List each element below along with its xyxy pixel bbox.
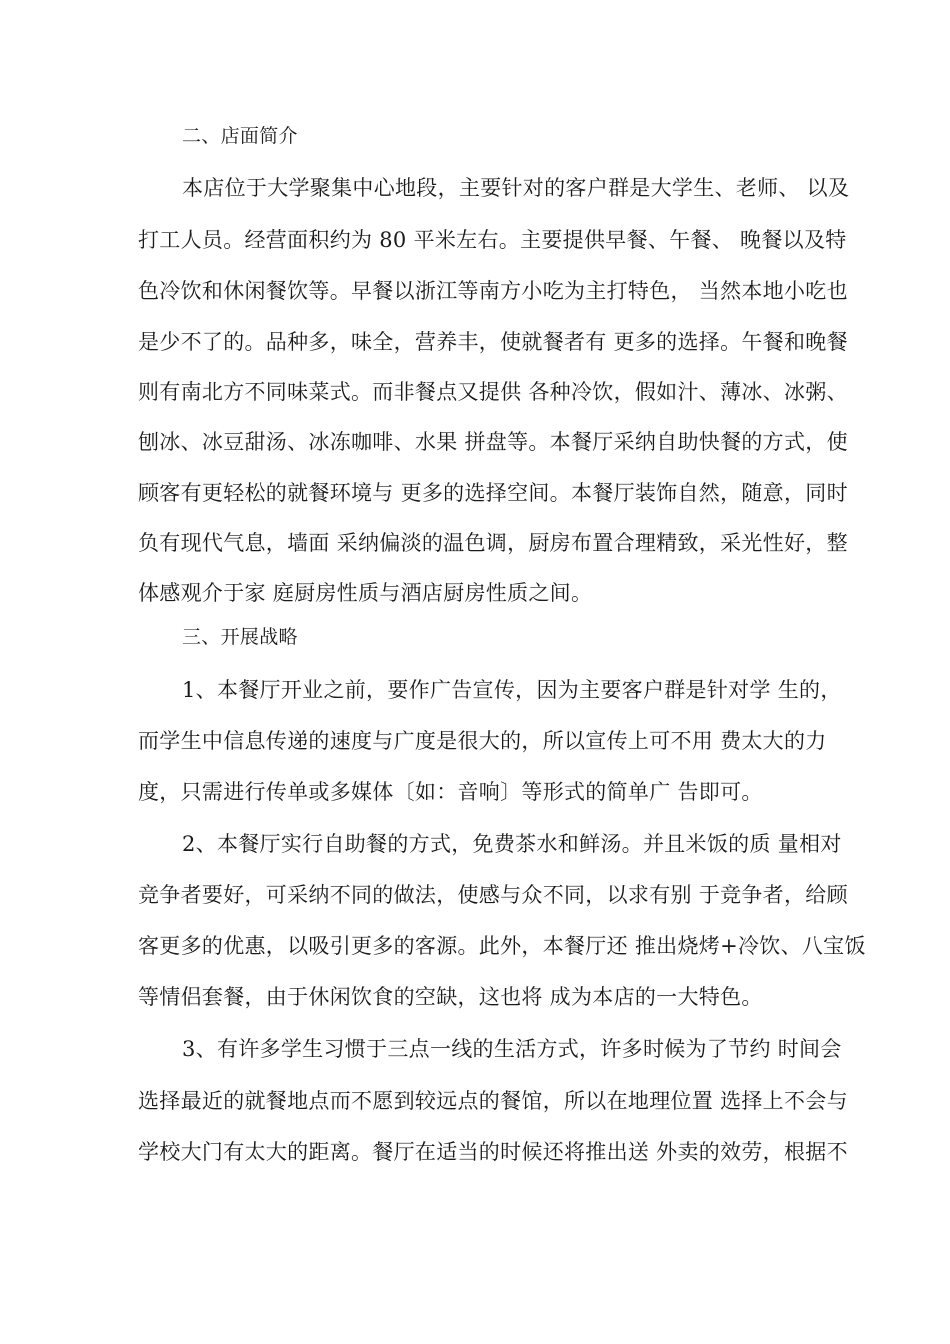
paragraph-line: 顾客有更轻松的就餐环境与 更多的选择空间。本餐厅装饰自然，随意，同时 — [138, 481, 848, 505]
section-heading-strategy: 三、开展战略 — [182, 626, 298, 648]
paragraph-line: 选择最近的就餐地点而不愿到较远点的餐馆，所以在地理位置 选择上不会与 — [138, 1089, 848, 1113]
paragraph-line: 本店位于大学聚集中心地段，主要针对的客户群是大学生、老师、 以及 — [182, 176, 850, 200]
paragraph-line: 3、有许多学生习惯于三点一线的生活方式，许多时候为了节约 时间会 — [182, 1037, 842, 1061]
paragraph-line: 1、本餐厅开业之前，要作广告宣传，因为主要客户群是针对学 生的， — [182, 678, 842, 702]
paragraph-line: 打工人员。经营面积约为 80 平米左右。主要提供早餐、午餐、 晚餐以及特 — [138, 228, 847, 252]
paragraph-line: 2、本餐厅实行自助餐的方式，免费茶水和鲜汤。并且米饭的质 量相对 — [182, 832, 842, 856]
paragraph-line: 是少不了的。品种多，味全，营养丰，使就餐者有 更多的选择。午餐和晚餐 — [138, 330, 848, 354]
paragraph-line: 刨冰、冰豆甜汤、冰冻咖啡、水果 拼盘等。本餐厅采纳自助快餐的方式，使 — [138, 430, 848, 454]
paragraph-line: 学校大门有太大的距离。餐厅在适当的时候还将推出送 外卖的效劳，根据不 — [138, 1140, 848, 1164]
paragraph-line: 竞争者要好，可采纳不同的做法，使感与众不同，以求有别 于竞争者，给顾 — [138, 883, 848, 907]
paragraph-line: 等情侣套餐，由于休闲饮食的空缺，这也将 成为本店的一大特色。 — [138, 985, 763, 1009]
paragraph-line: 体感观介于家 庭厨房性质与酒店厨房性质之间。 — [138, 581, 593, 605]
paragraph-line: 负有现代气息，墙面 采纳偏淡的温色调，厨房布置合理精致，采光性好，整 — [138, 531, 848, 555]
section-heading-store-intro: 二、店面简介 — [182, 125, 298, 147]
paragraph-line: 色冷饮和休闲餐饮等。早餐以浙江等南方小吃为主打特色， 当然本地小吃也 — [138, 279, 848, 303]
paragraph-line: 客更多的优惠，以吸引更多的客源。此外，本餐厅还 推出烧烤+冷饮、八宝饭 — [138, 934, 866, 958]
paragraph-line: 度，只需进行传单或多媒体〔如：音响〕等形式的简单广 告即可。 — [138, 780, 763, 804]
paragraph-line: 则有南北方不同味菜式。而非餐点又提供 各种冷饮，假如汁、薄冰、冰粥、 — [138, 380, 848, 404]
paragraph-line: 而学生中信息传递的速度与广度是很大的，所以宣传上可不用 费太大的力 — [138, 729, 827, 753]
